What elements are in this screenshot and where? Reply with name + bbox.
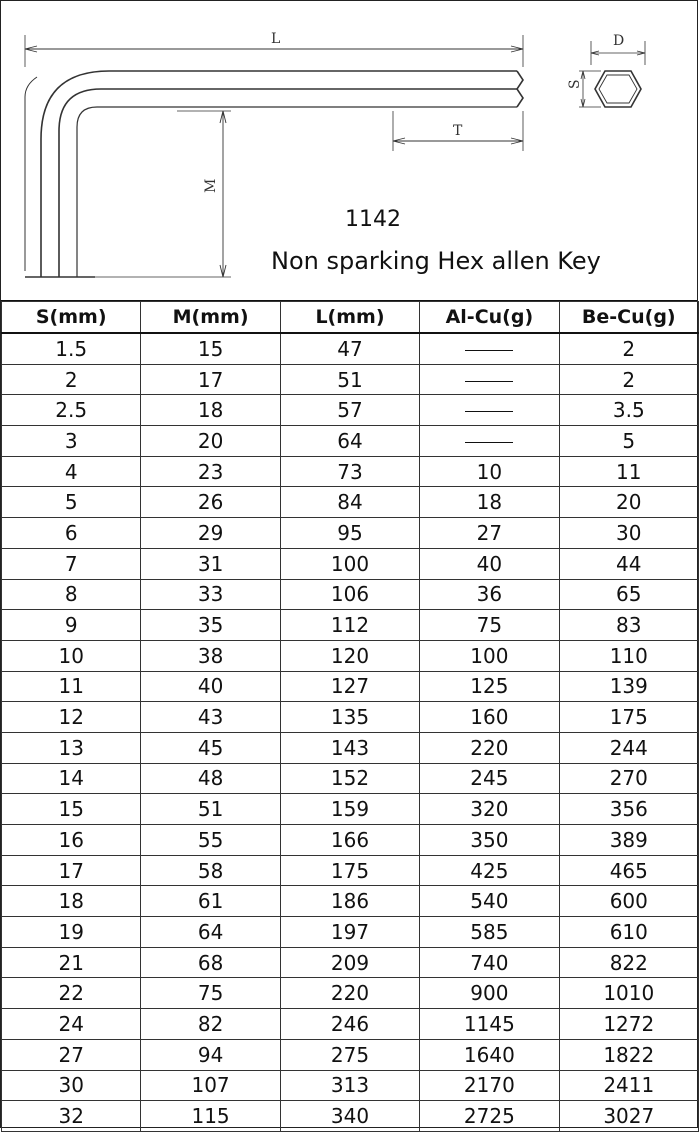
header-al-cu: Al-Cu(g) (420, 302, 559, 334)
dim-label-D: D (613, 33, 625, 49)
table-cell: 61 (141, 886, 280, 917)
table-row (2, 855, 699, 886)
table-cell: 45 (141, 732, 280, 763)
table-cell: 51 (141, 794, 280, 825)
spec-table (1, 301, 699, 1132)
table-cell: 900 (420, 978, 559, 1009)
table-row (2, 763, 699, 794)
table-cell: 7 (2, 548, 141, 579)
table-cell: 220 (420, 732, 559, 763)
table-cell: 3027 (559, 1101, 698, 1132)
table-cell: 30 (2, 1070, 141, 1101)
table-cell: 43 (141, 702, 280, 733)
table-cell: 83 (559, 610, 698, 641)
table-cell: 356 (559, 794, 698, 825)
table-cell: 65 (559, 579, 698, 610)
table-cell: 30 (559, 518, 698, 549)
table-row (2, 947, 699, 978)
table-cell: 14 (2, 763, 141, 794)
table-cell: 5 (2, 487, 141, 518)
table-cell: 57 (280, 395, 419, 426)
table-cell: 68 (141, 947, 280, 978)
table-cell: 610 (559, 917, 698, 948)
table-cell: 1010 (559, 978, 698, 1009)
table-cell: 94 (141, 1039, 280, 1070)
table-cell: 12 (2, 702, 141, 733)
table-header-row (2, 302, 699, 334)
table-cell: 73 (280, 456, 419, 487)
table-row (2, 364, 699, 395)
dash-mark (465, 350, 513, 351)
table-cell: 44 (559, 548, 698, 579)
table-row (2, 640, 699, 671)
table-cell: 313 (280, 1070, 419, 1101)
table-cell: 10 (2, 640, 141, 671)
table-cell: 15 (2, 794, 141, 825)
table-row (2, 610, 699, 641)
table-row (2, 579, 699, 610)
table-cell: 20 (559, 487, 698, 518)
table-row (2, 333, 699, 364)
table-cell: 35 (141, 610, 280, 641)
table-cell: 270 (559, 763, 698, 794)
table-cell: 22 (2, 978, 141, 1009)
header-s: S(mm) (2, 302, 141, 334)
table-cell: 340 (280, 1101, 419, 1132)
table-cell: 2170 (420, 1070, 559, 1101)
table-cell: 152 (280, 763, 419, 794)
table-cell (420, 333, 559, 364)
table-cell: 115 (141, 1101, 280, 1132)
table-row (2, 426, 699, 457)
table-cell (420, 364, 559, 395)
table-cell: 127 (280, 671, 419, 702)
table-cell: 40 (420, 548, 559, 579)
table-cell: 112 (280, 610, 419, 641)
table-cell: 13 (2, 732, 141, 763)
table-row (2, 825, 699, 856)
table-row (2, 732, 699, 763)
table-cell: 75 (141, 978, 280, 1009)
table-row (2, 1009, 699, 1040)
table-row (2, 487, 699, 518)
table-row (2, 978, 699, 1009)
table-cell: 38 (141, 640, 280, 671)
table-cell: 2.5 (2, 395, 141, 426)
table-cell: 27 (2, 1039, 141, 1070)
table-cell: 2725 (420, 1101, 559, 1132)
table-cell: 6 (2, 518, 141, 549)
table-cell: 143 (280, 732, 419, 763)
table-cell: 58 (141, 855, 280, 886)
product-code: 1142 (345, 207, 401, 232)
table-cell: 3.5 (559, 395, 698, 426)
table-cell: 20 (141, 426, 280, 457)
table-cell: 389 (559, 825, 698, 856)
dash-mark (465, 411, 513, 412)
table-row (2, 395, 699, 426)
table-cell: 16 (2, 825, 141, 856)
table-row (2, 702, 699, 733)
table-cell: 17 (2, 855, 141, 886)
table-cell: 125 (420, 671, 559, 702)
table-cell: 64 (280, 426, 419, 457)
table-cell: 600 (559, 886, 698, 917)
table-cell: 2 (2, 364, 141, 395)
product-title: Non sparking Hex allen Key (271, 247, 601, 275)
table-cell: 40 (141, 671, 280, 702)
table-cell: 8 (2, 579, 141, 610)
dash-mark (465, 442, 513, 443)
table-cell: 209 (280, 947, 419, 978)
table-cell: 18 (141, 395, 280, 426)
table-cell: 84 (280, 487, 419, 518)
table-cell: 350 (420, 825, 559, 856)
table-cell: 82 (141, 1009, 280, 1040)
table-cell: 822 (559, 947, 698, 978)
table-cell: 31 (141, 548, 280, 579)
table-cell: 17 (141, 364, 280, 395)
table-cell: 160 (420, 702, 559, 733)
table-cell: 33 (141, 579, 280, 610)
table-cell: 107 (141, 1070, 280, 1101)
table-cell (420, 426, 559, 457)
header-l: L(mm) (280, 302, 419, 334)
table-row (2, 1101, 699, 1132)
table-cell: 10 (420, 456, 559, 487)
table-row (2, 1039, 699, 1070)
table-cell: 135 (280, 702, 419, 733)
table-cell: 159 (280, 794, 419, 825)
table-cell: 106 (280, 579, 419, 610)
table-cell: 9 (2, 610, 141, 641)
table-cell: 1640 (420, 1039, 559, 1070)
header-m: M(mm) (141, 302, 280, 334)
table-cell: 100 (280, 548, 419, 579)
table-cell: 139 (559, 671, 698, 702)
header-be-cu: Be-Cu(g) (559, 302, 698, 334)
table-cell: 5 (559, 426, 698, 457)
table-row (2, 886, 699, 917)
table-cell: 2 (559, 364, 698, 395)
table-cell: 100 (420, 640, 559, 671)
table-row (2, 794, 699, 825)
table-row (2, 1070, 699, 1101)
table-cell: 275 (280, 1039, 419, 1070)
table-cell: 220 (280, 978, 419, 1009)
dim-label-L: L (271, 31, 281, 47)
table-cell: 18 (2, 886, 141, 917)
table-cell: 64 (141, 917, 280, 948)
table-cell: 465 (559, 855, 698, 886)
table-cell: 1272 (559, 1009, 698, 1040)
table-cell: 166 (280, 825, 419, 856)
table-cell: 246 (280, 1009, 419, 1040)
table-cell: 320 (420, 794, 559, 825)
table-cell: 21 (2, 947, 141, 978)
table-cell: 51 (280, 364, 419, 395)
table-cell: 110 (559, 640, 698, 671)
dim-label-T: T (453, 123, 463, 139)
table-cell: 29 (141, 518, 280, 549)
dim-label-S: S (567, 79, 583, 89)
table-cell: 1.5 (2, 333, 141, 364)
table-cell: 23 (141, 456, 280, 487)
table-row (2, 456, 699, 487)
table-row (2, 671, 699, 702)
table-cell: 197 (280, 917, 419, 948)
table-cell: 425 (420, 855, 559, 886)
table-cell: 36 (420, 579, 559, 610)
table-row (2, 518, 699, 549)
table-cell: 740 (420, 947, 559, 978)
dash-mark (465, 381, 513, 382)
table-cell: 2411 (559, 1070, 698, 1101)
table-cell: 11 (2, 671, 141, 702)
table-cell: 175 (280, 855, 419, 886)
table-cell: 540 (420, 886, 559, 917)
dim-label-M: M (203, 178, 219, 193)
table-cell: 175 (559, 702, 698, 733)
table-cell: 47 (280, 333, 419, 364)
table-cell: 55 (141, 825, 280, 856)
table-cell (420, 395, 559, 426)
table-cell: 95 (280, 518, 419, 549)
table-cell: 585 (420, 917, 559, 948)
table-cell: 245 (420, 763, 559, 794)
table-cell: 186 (280, 886, 419, 917)
table-cell: 1822 (559, 1039, 698, 1070)
table-cell: 32 (2, 1101, 141, 1132)
table-cell: 15 (141, 333, 280, 364)
table-cell: 19 (2, 917, 141, 948)
table-cell: 48 (141, 763, 280, 794)
table-cell: 24 (2, 1009, 141, 1040)
table-row (2, 548, 699, 579)
table-cell: 11 (559, 456, 698, 487)
table-cell: 27 (420, 518, 559, 549)
table-cell: 18 (420, 487, 559, 518)
table-cell: 26 (141, 487, 280, 518)
table-row (2, 917, 699, 948)
technical-drawing (1, 1, 697, 301)
table-cell: 120 (280, 640, 419, 671)
table-cell: 244 (559, 732, 698, 763)
table-cell: 2 (559, 333, 698, 364)
table-cell: 3 (2, 426, 141, 457)
table-body (2, 333, 699, 1131)
table-cell: 4 (2, 456, 141, 487)
table-cell: 75 (420, 610, 559, 641)
table-cell: 1145 (420, 1009, 559, 1040)
